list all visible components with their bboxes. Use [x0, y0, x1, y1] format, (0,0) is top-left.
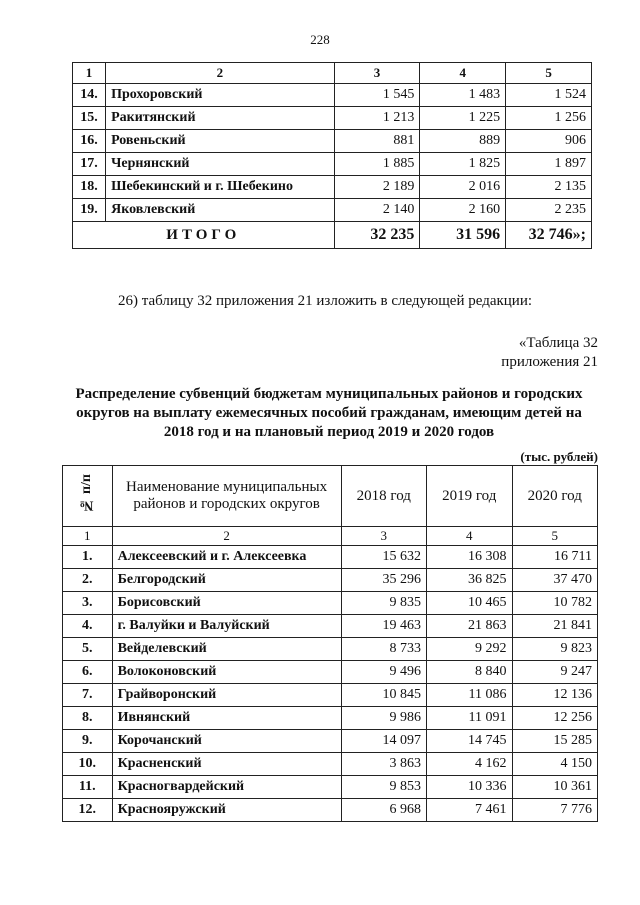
district-name: Краснояружский — [112, 799, 341, 822]
value-cell: 1 256 — [506, 107, 592, 130]
district-name: Красногвардейский — [112, 776, 341, 799]
value-cell: 10 465 — [427, 592, 512, 615]
value-cell: 2 189 — [334, 176, 420, 199]
appendix-reference: приложения 21 — [501, 354, 598, 370]
value-cell: 2 235 — [506, 199, 592, 222]
value-cell: 889 — [420, 130, 506, 153]
value-cell: 2 140 — [334, 199, 420, 222]
column-number: 3 — [341, 527, 426, 546]
table-row — [73, 84, 592, 107]
value-cell: 2 160 — [420, 199, 506, 222]
value-cell: 9 292 — [427, 638, 512, 661]
value-cell: 1 524 — [506, 84, 592, 107]
column-number: 1 — [63, 527, 113, 546]
value-cell: 1 225 — [420, 107, 506, 130]
value-cell: 12 256 — [512, 707, 598, 730]
header-num-label: № п/п — [79, 474, 95, 513]
table-row — [73, 130, 592, 153]
value-cell: 37 470 — [512, 569, 598, 592]
value-cell: 7 776 — [512, 799, 598, 822]
total-value-2: 31 596 — [420, 222, 506, 249]
value-cell: 1 483 — [420, 84, 506, 107]
district-name: Красненский — [112, 753, 341, 776]
row-number: 6. — [63, 661, 113, 684]
value-cell: 10 361 — [512, 776, 598, 799]
value-cell: 9 835 — [341, 592, 426, 615]
district-name: Волоконовский — [112, 661, 341, 684]
value-cell: 16 308 — [427, 546, 512, 569]
value-cell: 14 745 — [427, 730, 512, 753]
column-number-row — [63, 527, 598, 546]
column-number: 3 — [334, 63, 420, 84]
row-number: 9. — [63, 730, 113, 753]
value-cell: 3 863 — [341, 753, 426, 776]
value-cell: 11 086 — [427, 684, 512, 707]
header-name: Наименование муниципальных районов и городских округов — [112, 466, 341, 527]
district-name: Алексеевский и г. Алексеевка — [112, 546, 341, 569]
column-number: 2 — [106, 63, 334, 84]
value-cell: 1 825 — [420, 153, 506, 176]
continuation-table — [72, 62, 592, 249]
total-value-1: 32 235 — [334, 222, 420, 249]
value-cell: 6 968 — [341, 799, 426, 822]
value-cell: 8 733 — [341, 638, 426, 661]
row-number: 1. — [63, 546, 113, 569]
table-row — [63, 638, 598, 661]
district-name: Яковлевский — [106, 199, 334, 222]
value-cell: 9 823 — [512, 638, 598, 661]
value-cell: 9 247 — [512, 661, 598, 684]
value-cell: 2 135 — [506, 176, 592, 199]
total-row — [73, 222, 592, 249]
table-row — [63, 776, 598, 799]
district-name: г. Валуйки и Валуйский — [112, 615, 341, 638]
value-cell: 9 986 — [341, 707, 426, 730]
value-cell: 10 336 — [427, 776, 512, 799]
total-value-3: 32 746»; — [506, 222, 592, 249]
value-cell: 12 136 — [512, 684, 598, 707]
table-row — [73, 176, 592, 199]
district-name: Прохоровский — [106, 84, 334, 107]
value-cell: 7 461 — [427, 799, 512, 822]
table-row — [63, 615, 598, 638]
district-name: Шебекинский и г. Шебекино — [106, 176, 334, 199]
row-number: 16. — [73, 130, 106, 153]
header-2020: 2020 год — [512, 466, 598, 527]
value-cell: 35 296 — [341, 569, 426, 592]
table-row — [63, 730, 598, 753]
table-row — [63, 684, 598, 707]
row-number: 2. — [63, 569, 113, 592]
column-number: 4 — [420, 63, 506, 84]
value-cell: 15 632 — [341, 546, 426, 569]
district-name: Борисовский — [112, 592, 341, 615]
value-cell: 1 213 — [334, 107, 420, 130]
value-cell: 21 841 — [512, 615, 598, 638]
table-row — [63, 592, 598, 615]
table-row — [73, 153, 592, 176]
row-number: 5. — [63, 638, 113, 661]
header-row — [63, 466, 598, 527]
row-number: 4. — [63, 615, 113, 638]
table-title: Распределение субвенций бюджетам муниципальных районов и городских округов на выплату ежемесячных пособий гражданам, имеющим детей на 2018 год и на плановый период 2019 и 2020 годов — [75, 386, 583, 440]
subventions-table — [62, 465, 598, 822]
row-number: 3. — [63, 592, 113, 615]
value-cell: 8 840 — [427, 661, 512, 684]
value-cell: 21 863 — [427, 615, 512, 638]
header-2019: 2019 год — [427, 466, 512, 527]
value-cell: 36 825 — [427, 569, 512, 592]
value-cell: 11 091 — [427, 707, 512, 730]
column-number: 1 — [73, 63, 106, 84]
value-cell: 14 097 — [341, 730, 426, 753]
value-cell: 10 782 — [512, 592, 598, 615]
district-name: Корочанский — [112, 730, 341, 753]
row-number: 14. — [73, 84, 106, 107]
value-cell: 16 711 — [512, 546, 598, 569]
row-number: 11. — [63, 776, 113, 799]
value-cell: 1 897 — [506, 153, 592, 176]
district-name: Грайворонский — [112, 684, 341, 707]
value-cell: 15 285 — [512, 730, 598, 753]
district-name: Белгородский — [112, 569, 341, 592]
column-number: 2 — [112, 527, 341, 546]
column-number: 5 — [506, 63, 592, 84]
table-row — [63, 661, 598, 684]
header-2018: 2018 год — [341, 466, 426, 527]
district-name: Чернянский — [106, 153, 334, 176]
column-number-row — [73, 63, 592, 84]
district-name: Ивнянский — [112, 707, 341, 730]
column-number: 5 — [512, 527, 598, 546]
value-cell: 4 150 — [512, 753, 598, 776]
row-number: 8. — [63, 707, 113, 730]
row-number: 15. — [73, 107, 106, 130]
district-name: Ракитянский — [106, 107, 334, 130]
header-num — [63, 466, 113, 527]
value-cell: 4 162 — [427, 753, 512, 776]
table-row — [63, 799, 598, 822]
page-number: 228 — [310, 32, 330, 47]
row-number: 10. — [63, 753, 113, 776]
table-row — [73, 199, 592, 222]
value-cell: 2 016 — [420, 176, 506, 199]
table-row — [63, 569, 598, 592]
row-number: 17. — [73, 153, 106, 176]
value-cell: 1 545 — [334, 84, 420, 107]
row-number: 7. — [63, 684, 113, 707]
table-reference: «Таблица 32 — [518, 335, 598, 351]
table-row — [63, 753, 598, 776]
value-cell: 9 853 — [341, 776, 426, 799]
district-name: Ровеньский — [106, 130, 334, 153]
row-number: 19. — [73, 199, 106, 222]
value-cell: 881 — [334, 130, 420, 153]
value-cell: 906 — [506, 130, 592, 153]
table-row — [63, 707, 598, 730]
total-label: ИТОГО — [73, 222, 335, 249]
row-number: 12. — [63, 799, 113, 822]
instruction-text: 26) таблицу 32 приложения 21 изложить в следующей редакции: — [118, 293, 533, 309]
value-cell: 9 496 — [341, 661, 426, 684]
row-number: 18. — [73, 176, 106, 199]
column-number: 4 — [427, 527, 512, 546]
units-label: (тыс. рублей) — [520, 449, 598, 464]
value-cell: 1 885 — [334, 153, 420, 176]
district-name: Вейделевский — [112, 638, 341, 661]
table-row — [63, 546, 598, 569]
value-cell: 19 463 — [341, 615, 426, 638]
value-cell: 10 845 — [341, 684, 426, 707]
table-row — [73, 107, 592, 130]
